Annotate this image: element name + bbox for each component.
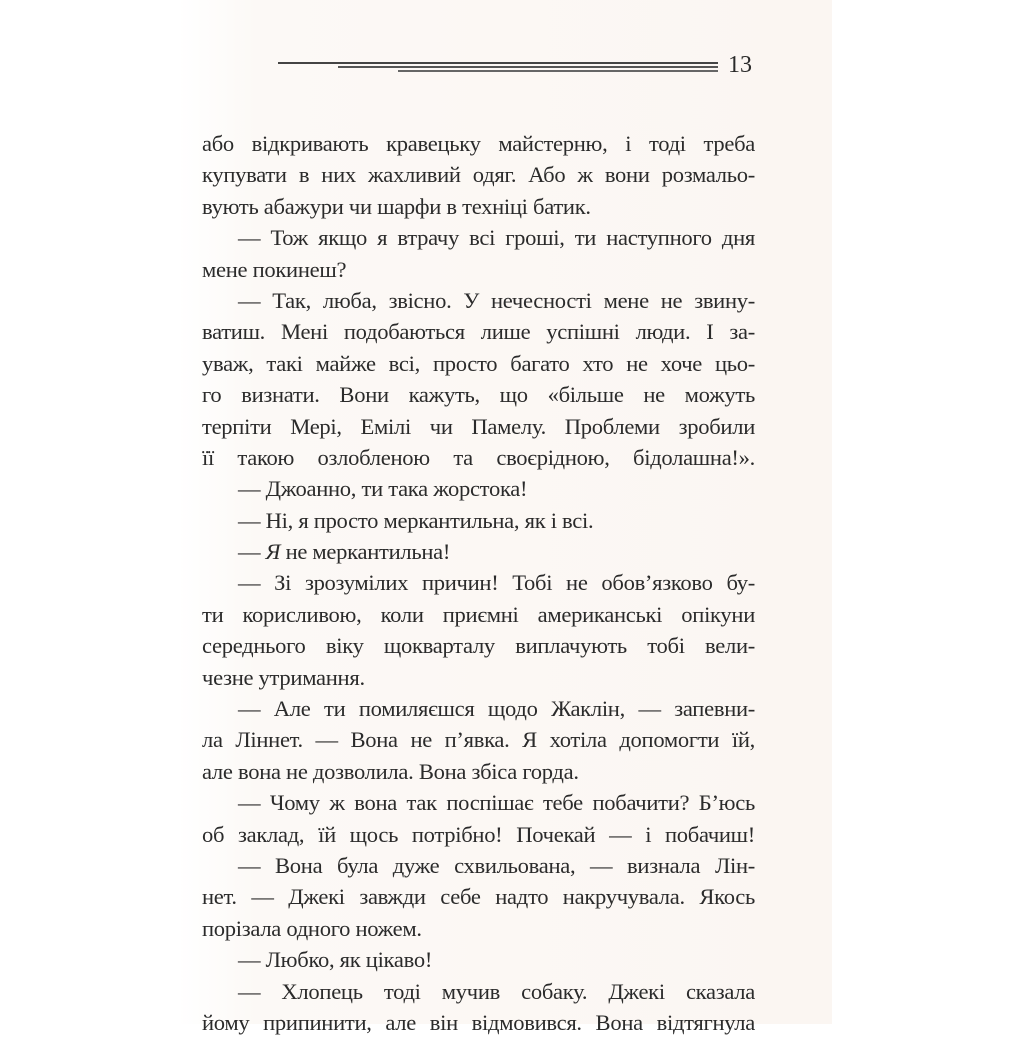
text-line: але вона не дозволила. Вона збіса горда.: [202, 758, 579, 784]
text-line: — Ні, я просто меркантильна, як і всі.: [238, 507, 594, 533]
text-fragment: —: [238, 539, 266, 565]
text-line: — Джоанно, ти така жорстока!: [238, 476, 528, 502]
header-rule: [398, 70, 718, 72]
text-line: йому припинити, але він відмовився. Вона відтягнула: [202, 1009, 755, 1035]
body-text: [202, 128, 755, 1038]
header-rule: [278, 62, 718, 64]
text-line: — Так, люба, звісно. У нечесності мене не звину-: [238, 287, 755, 313]
text-line: — Чому ж вона так поспішає тебе побачити? Б’юсь: [238, 790, 755, 816]
page-number: 13: [728, 52, 752, 78]
header-ornament-rules: [278, 50, 718, 80]
text-line: або відкривають кравецьку майстерню, і тоді треба: [202, 131, 755, 156]
text-line: ти корисливою, коли приємні американські опікуни: [202, 601, 755, 627]
text-line: ватиш. Мені подобаються лише успішні люди. І за-: [202, 319, 755, 345]
text-line: го визнати. Вони кажуть, що «більше не можуть: [202, 382, 755, 408]
text-line: купувати в них жахливий одяг. Або ж вони розмальо-: [202, 162, 755, 188]
text-line: нет. — Джекі завжди себе надто накручувала. Якось: [202, 884, 755, 910]
text-line: — Зі зрозумілих причин! Тобі не обов’язково бу-: [238, 570, 755, 596]
text-line: — Вона була дуже схвильована, — визнала Лін-: [238, 852, 755, 878]
text-line: порізала одного ножем.: [202, 915, 422, 941]
text-line: вують абажури чи шарфи в техніці батик.: [202, 193, 591, 219]
text-line: уваж, такі майже всі, просто багато хто не хоче цьо-: [202, 350, 755, 376]
text-line: середнього віку щокварталу виплачують тобі вели-: [202, 633, 755, 659]
text-line: чезне утримання.: [202, 664, 365, 690]
text-line: об заклад, їй щось потрібно! Почекай — і побачиш!: [202, 821, 755, 847]
text-line: терпіти Мері, Емілі чи Памелу. Проблеми зробили: [202, 413, 755, 439]
italic-emphasis: Я: [265, 539, 281, 565]
text-fragment: не меркантильна!: [280, 539, 451, 565]
text-line: — Хлопець тоді мучив собаку. Джекі сказала: [238, 978, 755, 1004]
text-line: — Але ти помиляєшся щодо Жаклін, — запевни-: [238, 696, 755, 722]
text-line: її такою озлобленою та своєрідною, бідолашна!».: [202, 444, 755, 470]
text-line: [202, 536, 755, 567]
text-line: мене покинеш?: [202, 256, 347, 282]
header-rule: [338, 66, 718, 68]
text-line: — Тож якщо я втрачу всі гроші, ти наступного дня: [238, 225, 755, 251]
text-line: ла Ліннет. — Вона не п’явка. Я хотіла допомогти їй,: [202, 727, 755, 753]
running-header: [278, 50, 758, 80]
text-line: — Любко, як цікаво!: [238, 947, 433, 973]
